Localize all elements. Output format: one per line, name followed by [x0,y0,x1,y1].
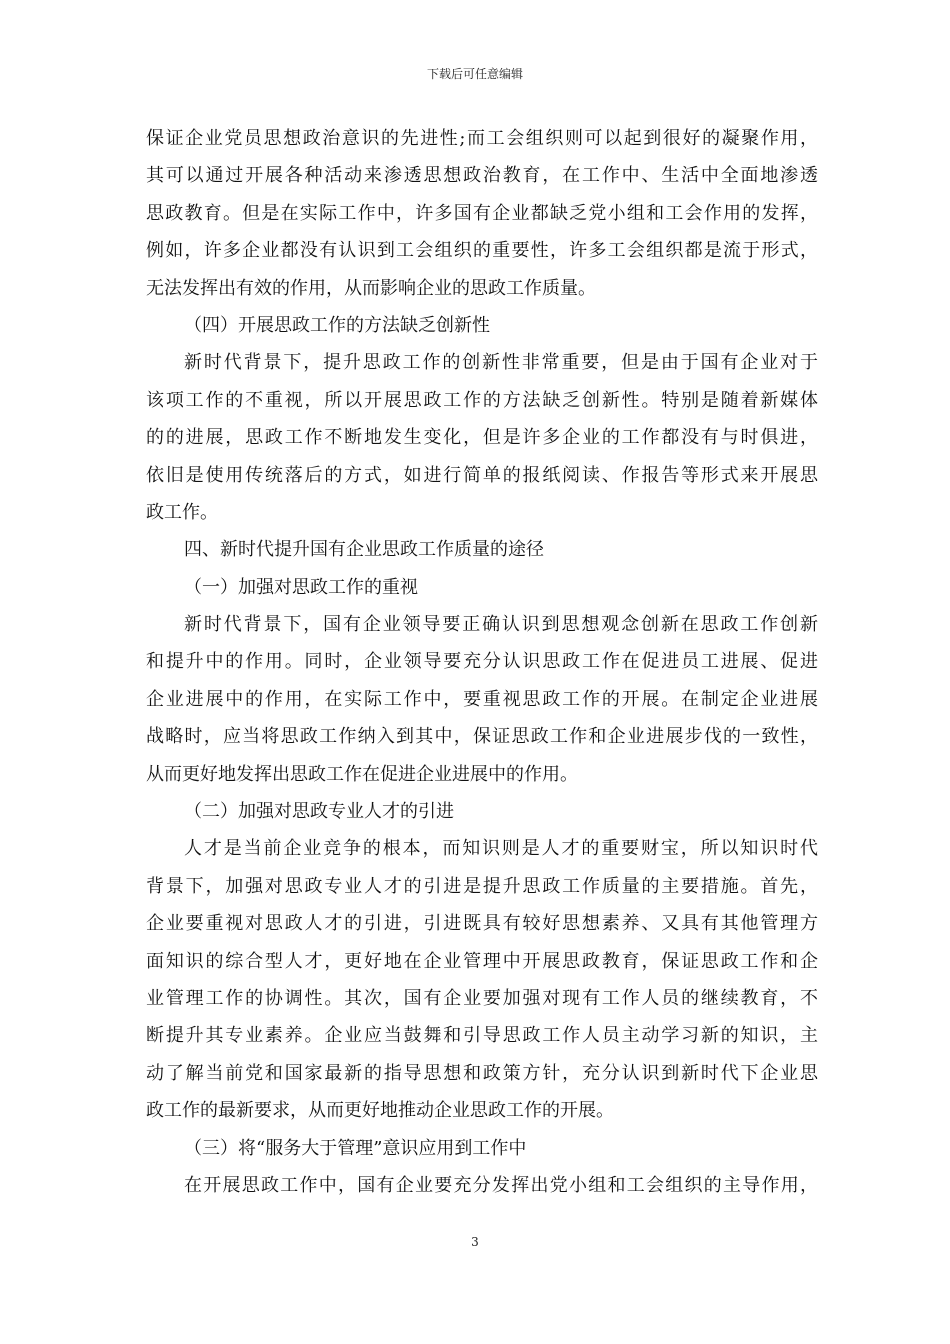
text-line: 人才是当前企业竞争的根本，而知识则是人才的重要财宝，所以知识时代 [184,838,818,860]
text-line: 新时代背景下，国有企业领导要正确认识到思想观念创新在思政工作创新 [184,614,818,636]
section-heading: （三）将“服务大于管理”意识应用到工作中 [184,1137,527,1159]
section-heading: （四）开展思政工作的方法缺乏创新性 [184,314,490,336]
text-line: 思政教育。但是在实际工作中，许多国有企业都缺乏党小组和工会作用的发挥， [146,202,818,224]
text-line: 业管理工作的协调性。其次，国有企业要加强对现有工作人员的继续教育，不 [146,987,818,1009]
text-line: 依旧是使用传统落后的方式，如进行简单的报纸阅读、作报告等形式来开展思 [146,464,818,486]
text-line: 该项工作的不重视，所以开展思政工作的方法缺乏创新性。特别是随着新媒体 [146,389,818,411]
text-line: 从而更好地发挥出思政工作在促进企业进展中的作用。 [146,763,578,785]
page-header: 下载后可任意编辑 [426,67,523,81]
text-line: 动了解当前党和国家最新的指导思想和政策方针，充分认识到新时代下企业思 [146,1062,818,1084]
text-line: 战略时，应当将思政工作纳入到其中，保证思政工作和企业进展步伐的一致性， [146,726,818,748]
text-line: 新时代背景下，提升思政工作的创新性非常重要，但是由于国有企业对于 [184,352,818,374]
text-line: 面知识的综合型人才，更好地在企业管理中开展思政教育，保证思政工作和企 [146,950,818,972]
text-line: 和提升中的作用。同时，企业领导要充分认识思政工作在促进员工进展、促进 [146,651,818,673]
text-line: 断提升其专业素养。企业应当鼓舞和引导思政工作人员主动学习新的知识，主 [146,1025,818,1047]
page-number: 3 [471,1235,479,1249]
section-heading: （一）加强对思政工作的重视 [184,576,418,598]
text-line: 政工作。 [146,501,218,523]
text-line: 企业要重视对思政人才的引进，引进既具有较好思想素养、又具有其他管理方 [146,913,818,935]
text-line: 的的进展，思政工作不断地发生变化，但是许多企业的工作都没有与时俱进， [146,427,818,449]
text-line: 其可以通过开展各种活动来渗透思想政治教育，在工作中、生活中全面地渗透 [146,165,818,187]
text-line: 例如，许多企业都没有认识到工会组织的重要性，许多工会组织都是流于形式， [146,240,818,262]
section-heading: 四、新时代提升国有企业思政工作质量的途径 [184,539,544,561]
text-line: 在开展思政工作中，国有企业要充分发挥出党小组和工会组织的主导作用， [184,1174,818,1196]
text-line: 保证企业党员思想政治意识的先进性;而工会组织则可以起到很好的凝聚作用， [146,128,818,149]
section-heading: （二）加强对思政专业人才的引进 [184,801,454,823]
document-body [146,120,818,1204]
text-line: 无法发挥出有效的作用，从而影响企业的思政工作质量。 [146,277,596,299]
text-line: 政工作的最新要求，从而更好地推动企业思政工作的开展。 [146,1100,614,1122]
text-line: 企业进展中的作用，在实际工作中，要重视思政工作的开展。在制定企业进展 [146,688,818,710]
text-line: 背景下，加强对思政专业人才的引进是提升思政工作质量的主要措施。首先， [146,875,818,897]
